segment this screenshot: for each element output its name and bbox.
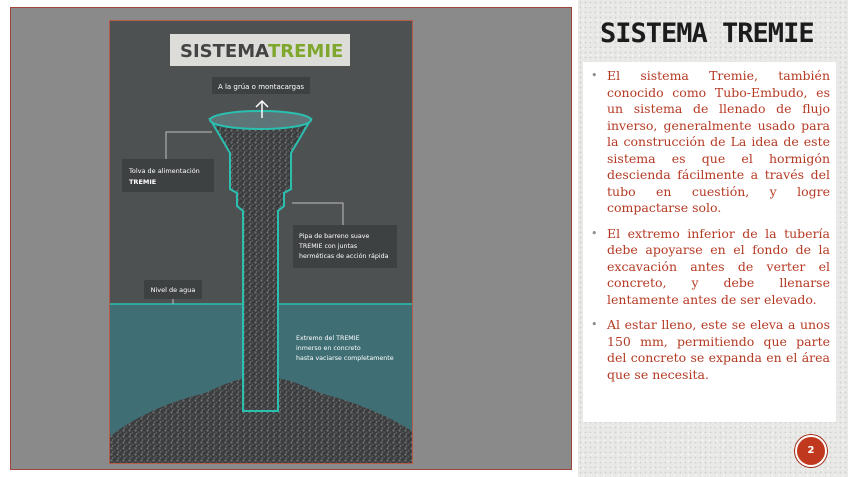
page-number-badge: 2	[795, 435, 827, 467]
end-label-line3: hasta vaciarse completamente	[296, 355, 394, 362]
hopper-label-line1: Tolva de alimentación	[129, 167, 200, 175]
hopper-rim	[210, 111, 311, 129]
bullet-text: Al estar lleno, este se eleva a unos 150 mm, permitiendo que parte del concreto se expanda en el área que se necesita.	[607, 317, 830, 382]
bullet-icon: •	[591, 226, 598, 240]
bullet-item	[589, 226, 830, 309]
text-card	[583, 62, 836, 422]
end-label-line1: Extremo del TREMIE	[296, 335, 360, 342]
bullet-item	[589, 68, 830, 217]
slide-title: SISTEMA TREMIE	[600, 18, 814, 49]
poster-title-tremie: TREMIE	[268, 41, 344, 62]
bullet-list	[589, 68, 830, 383]
tremie-diagram	[110, 21, 412, 463]
bullet-item	[589, 317, 830, 383]
poster-title-sistema: SISTEMA	[180, 41, 270, 62]
bullet-icon: •	[591, 69, 598, 82]
bullet-icon: •	[591, 318, 598, 331]
bullet-text: El sistema Tremie, también conocido como Tubo-Embudo, es un sistema de llenado de flujo inverso, generalmente usado para la construcción de La idea de este sistema es que el hormigón descienda fácilmente a través del tubo en cuestión, y logre compactarse solo.	[607, 68, 830, 215]
hopper-label-line2: TREMIE	[129, 178, 157, 186]
crane-label: A la grúa o montacargas	[217, 83, 305, 91]
pipe-label-line1: Pipa de barreno suave	[299, 233, 370, 240]
pipe-label-line2: TREMIE con juntas	[299, 243, 358, 250]
end-label-line2: inmerso en concreto	[296, 345, 361, 352]
hopper-label-box	[122, 159, 214, 192]
pipe-leader	[292, 203, 343, 225]
bullet-text: El extremo inferior de la tubería debe apoyarse en el fondo de la excavación antes de verter el concreto, y debe llenarse lentamente antes de ser elevado.	[607, 225, 830, 307]
tremie-poster	[109, 20, 413, 464]
water-label: Nivel de agua	[150, 286, 196, 294]
pipe-label-line3: herméticas de acción rápida	[299, 253, 389, 260]
hopper-leader	[166, 132, 212, 159]
